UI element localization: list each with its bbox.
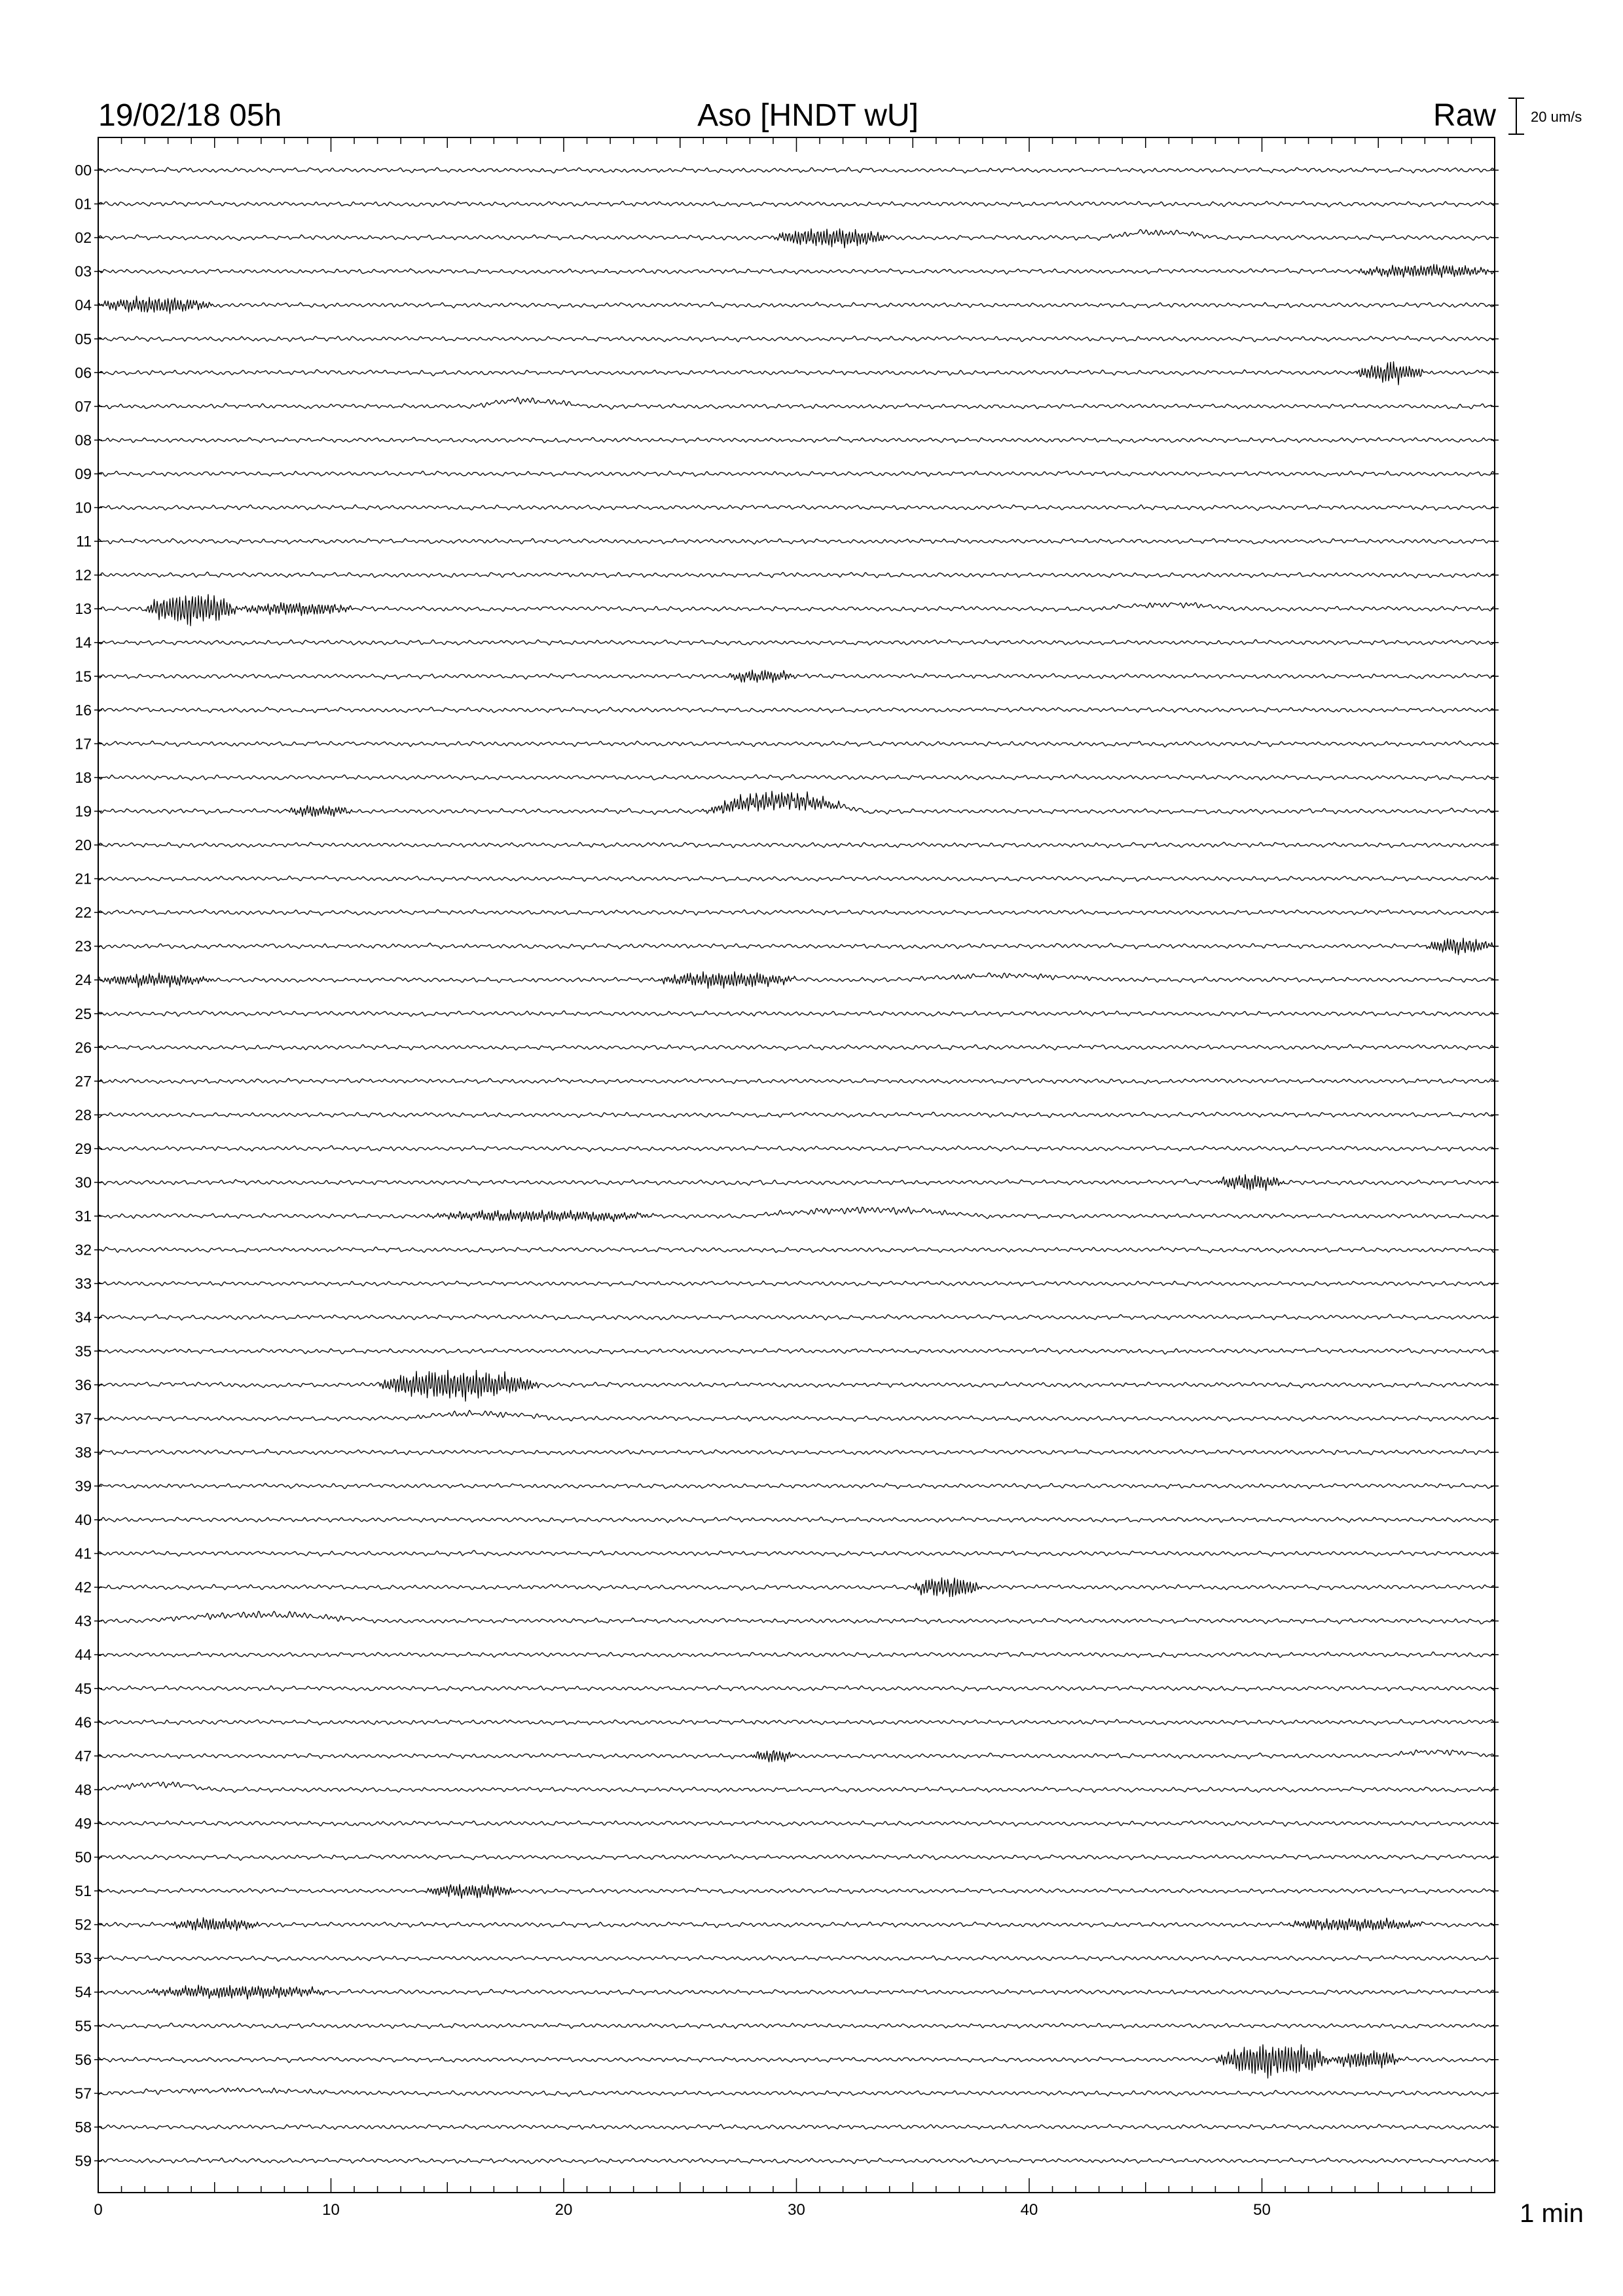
mode-label: Raw (1432, 98, 1496, 133)
row-label: 36 (75, 1376, 92, 1393)
x-tick-label: 30 (788, 2201, 805, 2219)
x-tick-label: 10 (322, 2201, 340, 2219)
row-label: 55 (75, 2017, 92, 2035)
row-label: 37 (75, 1410, 92, 1427)
row-label: 25 (75, 1005, 92, 1022)
row-label: 16 (75, 701, 92, 719)
row-label: 47 (75, 1747, 92, 1765)
row-label: 33 (75, 1275, 92, 1293)
row-label: 03 (75, 262, 92, 280)
row-label: 12 (75, 566, 92, 584)
row-label: 10 (75, 499, 92, 516)
row-label: 22 (75, 904, 92, 922)
row-label: 14 (75, 634, 92, 651)
row-label: 08 (75, 431, 92, 449)
row-label: 44 (75, 1646, 92, 1664)
row-label: 30 (75, 1174, 92, 1191)
x-unit-label: 1 min (1520, 2199, 1584, 2228)
row-label: 29 (75, 1139, 92, 1157)
row-label: 46 (75, 1713, 92, 1731)
row-label: 18 (75, 768, 92, 786)
row-label: 42 (75, 1579, 92, 1596)
row-label: 06 (75, 364, 92, 382)
row-label: 15 (75, 668, 92, 685)
row-label: 02 (75, 229, 92, 247)
row-label: 48 (75, 1781, 92, 1799)
row-label: 56 (75, 2051, 92, 2068)
row-label: 09 (75, 465, 92, 482)
row-label: 13 (75, 600, 92, 618)
row-label: 59 (75, 2152, 92, 2170)
row-label: 21 (75, 870, 92, 888)
row-label: 53 (75, 1950, 92, 1967)
row-label: 20 (75, 836, 92, 853)
chart-title: Aso [HNDT wU] (697, 98, 919, 133)
row-label: 49 (75, 1814, 92, 1832)
row-label: 34 (75, 1308, 92, 1326)
x-tick-label: 20 (555, 2201, 573, 2219)
row-label: 24 (75, 971, 92, 989)
x-tick-label: 0 (94, 2201, 103, 2219)
row-label: 32 (75, 1241, 92, 1259)
row-label: 52 (75, 1916, 92, 1933)
amplitude-scale-label: 20 um/s (1531, 109, 1582, 125)
row-label: 28 (75, 1106, 92, 1124)
row-label: 39 (75, 1477, 92, 1495)
row-label: 11 (76, 533, 92, 550)
header-datetime: 19/02/18 05h (98, 98, 282, 133)
row-label: 00 (75, 162, 92, 179)
row-label: 17 (75, 735, 92, 753)
row-label: 43 (75, 1612, 92, 1630)
row-label: 27 (75, 1072, 92, 1090)
row-label: 23 (75, 937, 92, 955)
row-label: 19 (75, 802, 92, 820)
row-label: 57 (75, 2085, 92, 2102)
row-label: 35 (75, 1342, 92, 1360)
row-label: 54 (75, 1983, 92, 2001)
row-label: 04 (75, 296, 92, 314)
row-label: 07 (75, 397, 92, 415)
row-label: 51 (75, 1882, 92, 1900)
row-label: 40 (75, 1511, 92, 1528)
row-label: 26 (75, 1039, 92, 1056)
row-label: 41 (75, 1545, 92, 1562)
row-label: 05 (75, 330, 92, 348)
x-tick-label: 40 (1020, 2201, 1038, 2219)
row-label: 58 (75, 2118, 92, 2136)
row-label: 45 (75, 1679, 92, 1697)
row-label: 31 (75, 1208, 92, 1225)
row-label: 38 (75, 1443, 92, 1461)
row-label: 01 (75, 195, 92, 213)
row-label: 50 (75, 1848, 92, 1866)
x-tick-label: 50 (1253, 2201, 1271, 2219)
